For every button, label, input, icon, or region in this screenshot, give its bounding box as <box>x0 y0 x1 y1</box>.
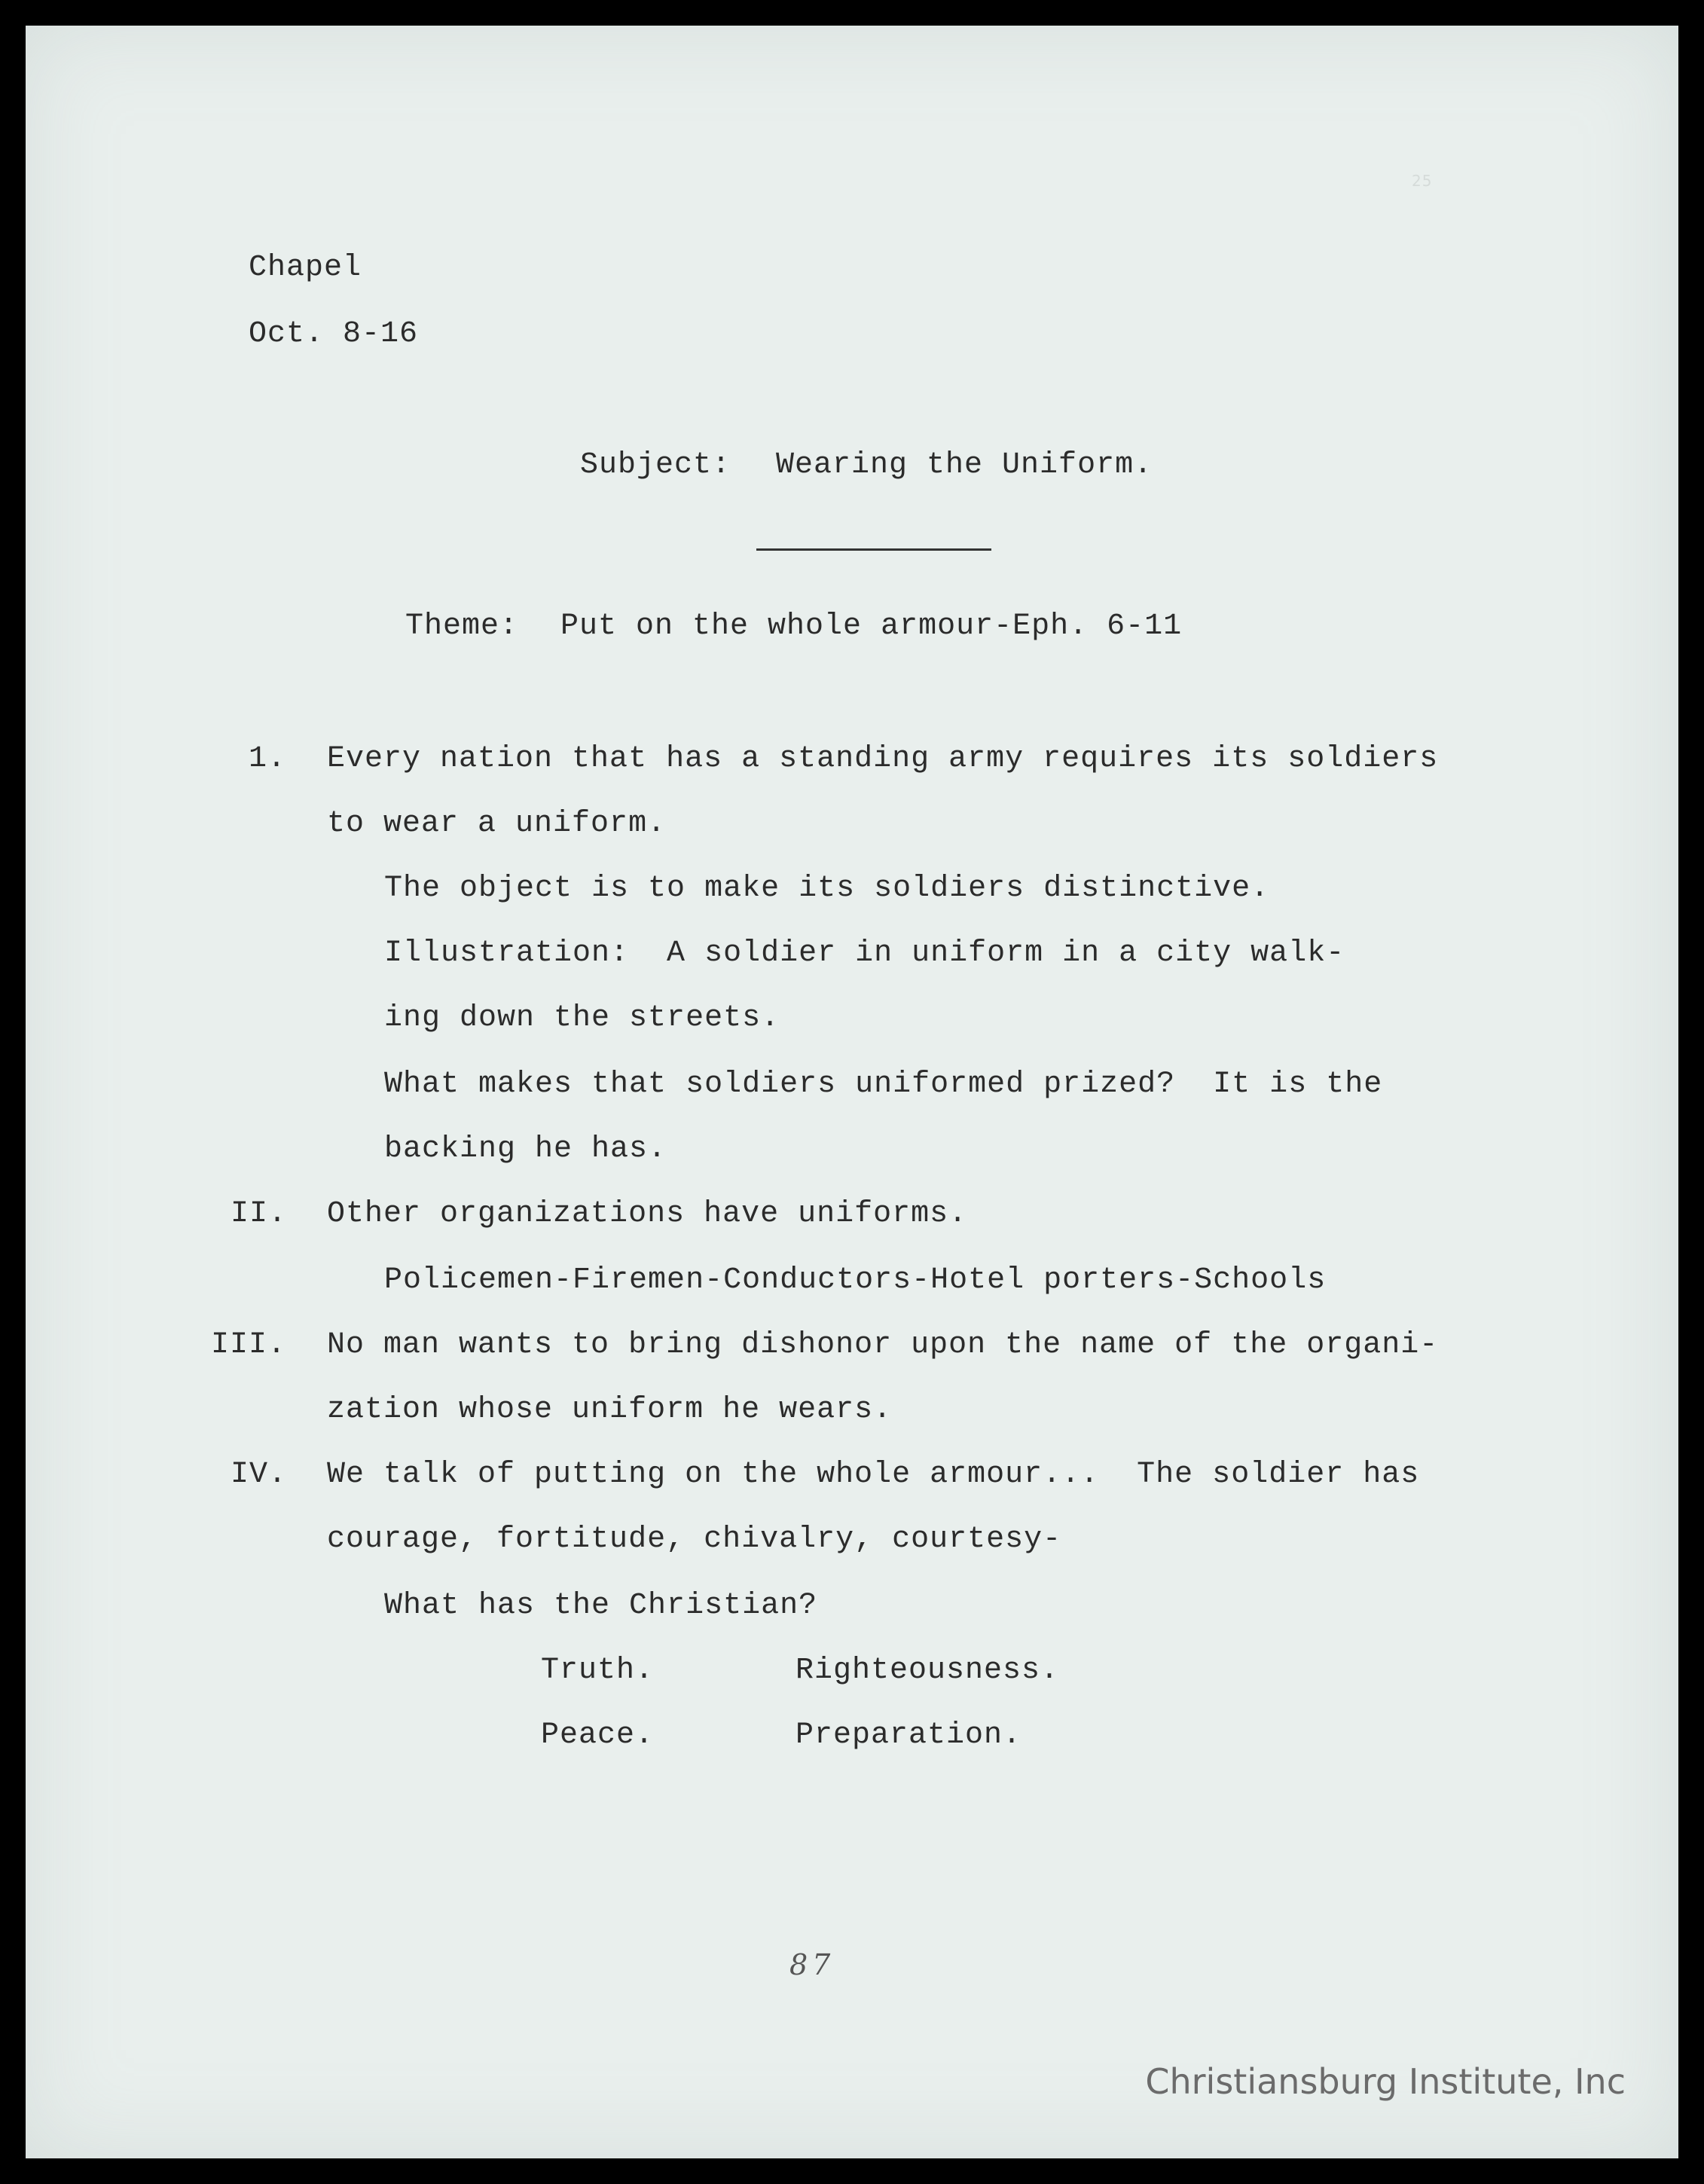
theme-text: Put on the whole armour-Eph. 6-11 <box>560 609 1183 643</box>
section-line: zation whose uniform he wears. <box>327 1393 893 1427</box>
section-subline: The object is to make its soldiers distinctive. <box>384 872 1270 906</box>
section-subline: Illustration: A soldier in uniform in a city walk- <box>384 936 1345 970</box>
section-numeral: II. <box>231 1197 288 1231</box>
faint-corner-mark: 25 <box>1412 172 1433 190</box>
virtue-item: Righteousness. <box>796 1654 1060 1688</box>
section-line: courage, fortitude, chivalry, courtesy- <box>327 1523 1062 1556</box>
section-line: No man wants to bring dishonor upon the name of the organi- <box>327 1328 1439 1362</box>
subject-text: Wearing the Uniform. <box>776 448 1153 482</box>
archive-watermark: Christiansburg Institute, Inc <box>1145 2061 1626 2102</box>
date-line: Oct. 8-16 <box>249 317 419 351</box>
section-subline: What makes that soldiers uniformed prized? It is the <box>384 1068 1383 1101</box>
virtue-item: Truth. <box>541 1654 655 1688</box>
section-line: We talk of putting on the whole armour... The soldier has <box>327 1458 1420 1492</box>
section-subline: backing he has. <box>384 1132 667 1166</box>
section-line: Other organizations have uniforms. <box>327 1197 968 1231</box>
title-underline <box>756 548 991 551</box>
virtue-item: Preparation. <box>796 1718 1022 1752</box>
section-line: Every nation that has a standing army requires its soldiers <box>327 742 1439 776</box>
section-numeral: III. <box>211 1328 287 1362</box>
subject-label: Subject: <box>580 448 731 482</box>
section-subline: Policemen-Firemen-Conductors-Hotel porters-Schools <box>384 1263 1327 1297</box>
section-subline: What has the Christian? <box>384 1589 818 1623</box>
section-numeral: IV. <box>231 1458 288 1492</box>
chapel-heading: Chapel <box>249 251 362 285</box>
section-numeral: 1. <box>249 742 287 776</box>
section-line: to wear a uniform. <box>327 807 667 841</box>
virtue-item: Peace. <box>541 1718 655 1752</box>
theme-label: Theme: <box>405 609 519 643</box>
handwritten-page-number: 87 <box>789 1948 835 1981</box>
section-subline: ing down the streets. <box>384 1001 780 1035</box>
